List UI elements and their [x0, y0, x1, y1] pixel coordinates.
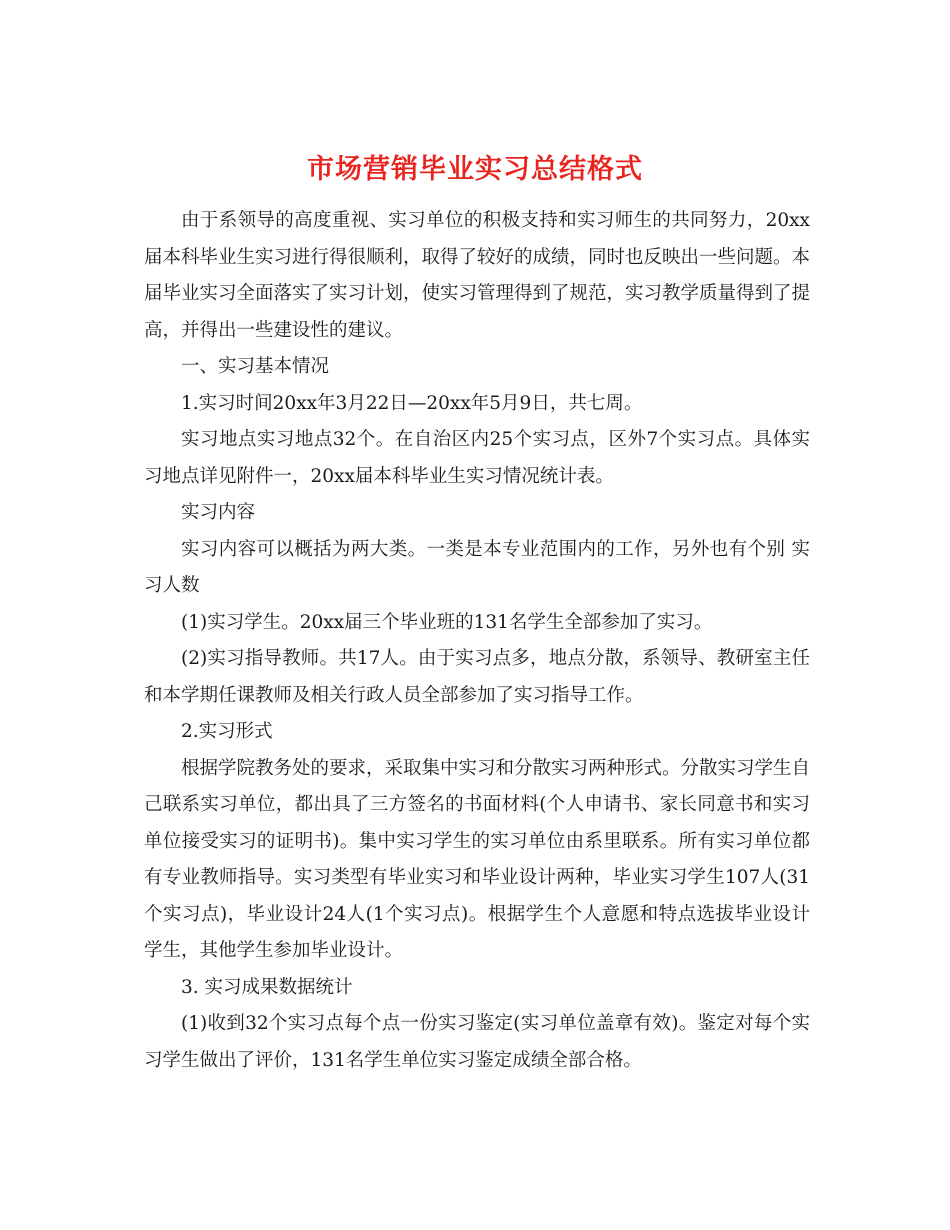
internship-content-paragraph: 实习内容可以概括为两大类。一类是本专业范围内的工作，另外也有个别 实习人数: [144, 538, 810, 596]
subheading-results-statistics: 3. 实习成果数据统计: [181, 976, 353, 998]
subheading-internship-content: 实习内容: [181, 502, 256, 523]
students-paragraph: (1)实习学生。20xx届三个毕业班的131名学生全部参加了实习。: [181, 611, 713, 633]
page-title: 市场营销毕业实习总结格式: [307, 154, 643, 186]
internship-form-paragraph: 根据学院教务处的要求，采取集中实习和分散实习两种形式。分散实习学生自己联系实习单位，都出具了三方签名的书面材料(个人申请书、家长同意书和实习单位接受实习的证明书)。集中实习学生的实习单位由系里联系。所有实习单位都有专业教师指导。实习类型有毕业实习和毕业设计两种，毕业实习学生107人(31个实习点)，毕业设计24人(1个实习点)。根据学生个人意愿和特点选拔毕业设计学生，其他学生参加毕业设计。: [144, 757, 811, 961]
appraisal-paragraph: (1)收到32个实习点每个点一份实习鉴定(实习单位盖章有效)。鉴定对每个实习学生做出了评价，131名学生单位实习鉴定成绩全部合格。: [144, 1013, 810, 1071]
document-body: [144, 203, 810, 1079]
teachers-paragraph: (2)实习指导教师。共17人。由于实习点多，地点分散，系领导、教研室主任和本学期任课教师及相关行政人员全部参加了实习指导工作。: [144, 648, 810, 706]
internship-time-paragraph: 1.实习时间20xx年3月22日—20xx年5月9日，共七周。: [181, 392, 643, 414]
internship-location-paragraph: 实习地点实习地点32个。在自治区内25个实习点，区外7个实习点。具体实习地点详见附件一，20xx届本科毕业生实习情况统计表。: [144, 429, 810, 487]
subheading-internship-form: 2.实习形式: [181, 721, 273, 742]
intro-paragraph: 由于系领导的高度重视、实习单位的积极支持和实习师生的共同努力，20xx届本科毕业生实习进行得很顺利，取得了较好的成绩，同时也反映出一些问题。本届毕业实习全面落实了实习计划，使实习管理得到了规范，实习教学质量得到了提高，并得出一些建设性的建议。: [144, 210, 811, 341]
section-heading-basic-info: 一、实习基本情况: [181, 356, 330, 377]
